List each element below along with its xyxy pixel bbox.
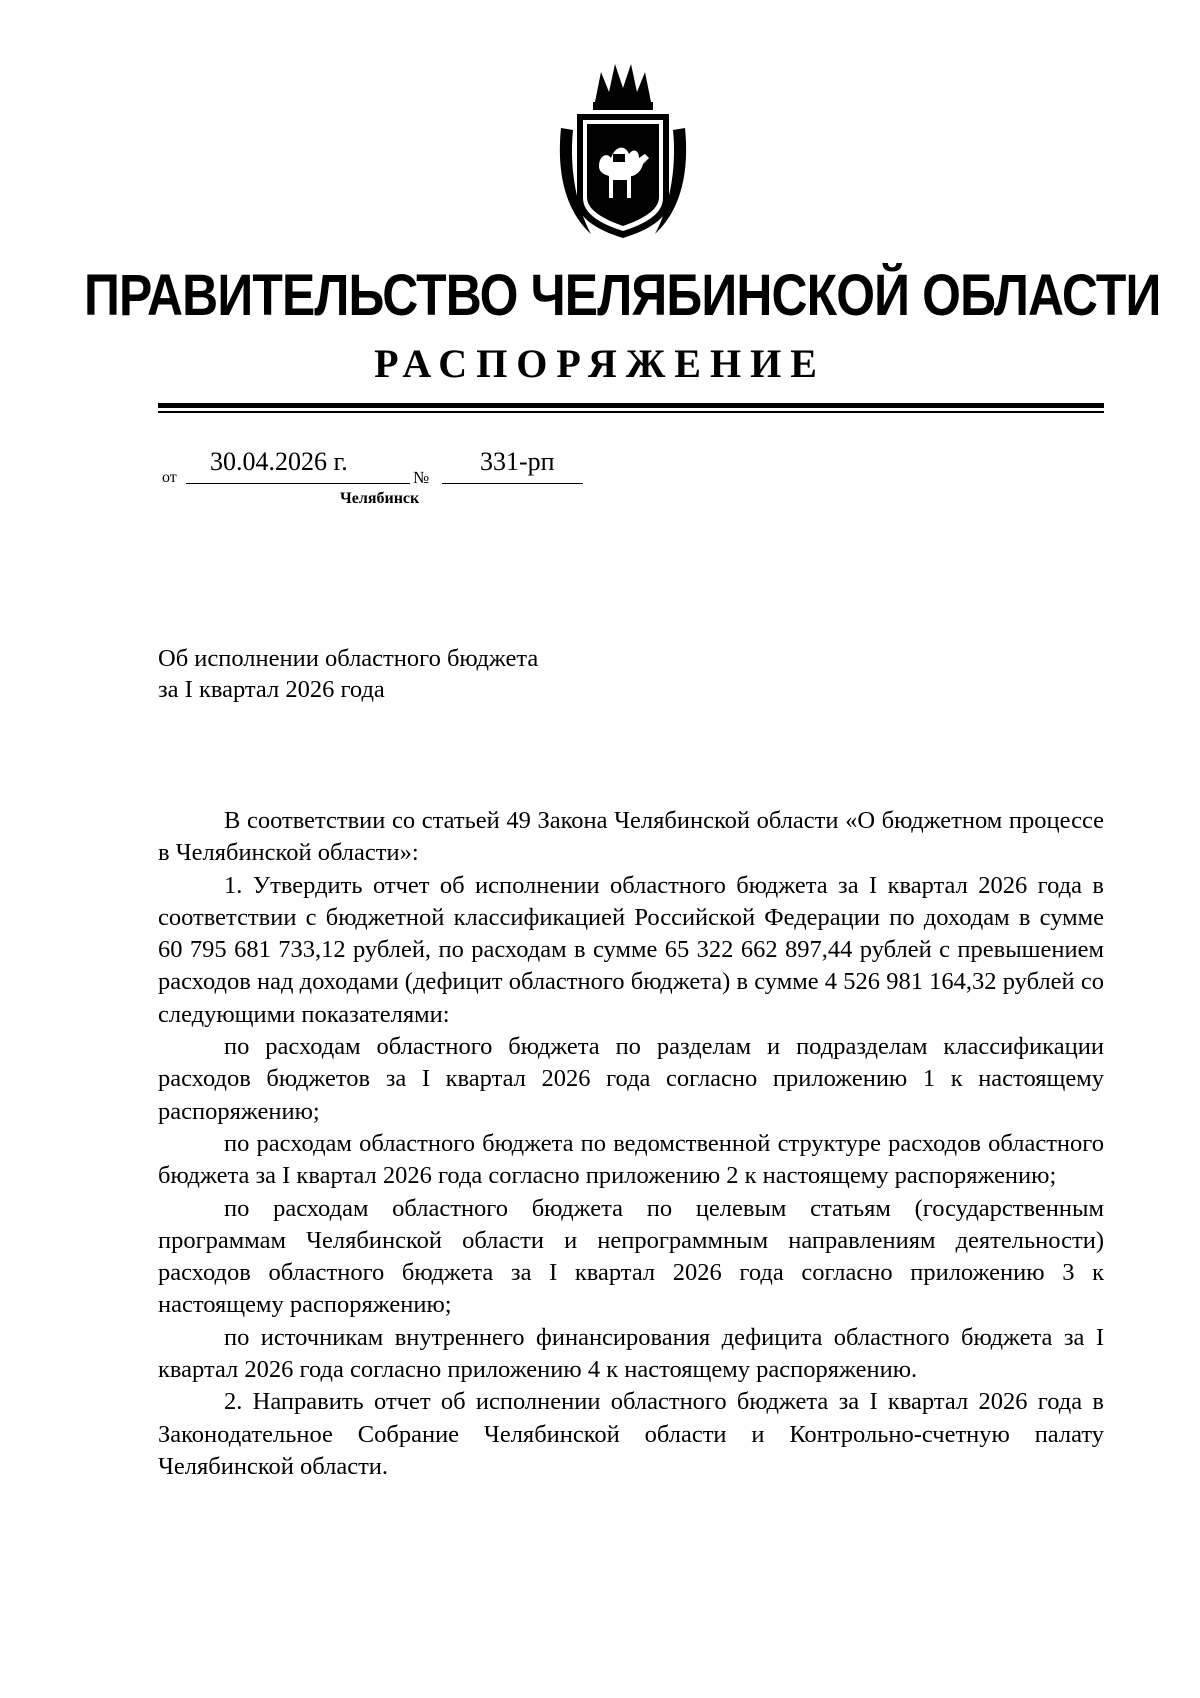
body-paragraph-appendix-3: по расходам областного бюджета по целевым статьям (государственным программам Челябинской области и непрограммным направлениям деятельности) расходов областного бюджета за I квартал 2026 года согласно приложению 3 к настоящему распоряжению;	[158, 1194, 1104, 1319]
body-paragraph-appendix-4: по источникам внутреннего финансирования дефицита областного бюджета за I квартал 2026 года согласно приложению 4 к настоящему распоряжению.	[158, 1323, 1104, 1384]
body-paragraph-appendix-1: по расходам областного бюджета по разделам и подразделам классификации расходов бюджетов за I квартал 2026 года согласно приложению 1 к настоящему распоряжению;	[158, 1033, 1104, 1125]
body-paragraph-2: 2. Направить отчет об исполнении областного бюджета за I квартал 2026 года в Законодательное Собрание Челябинской области и Контрольно-счетную палату Челябинской области.	[158, 1388, 1104, 1480]
document-type: РАСПОРЯЖЕНИЕ	[374, 341, 826, 386]
subject-line-2: за I квартал 2026 года	[158, 676, 385, 703]
body-paragraph-1: 1. Утвердить отчет об исполнении областного бюджета за I квартал 2026 года в соответствии с бюджетной классификацией Российской Федерации по доходам в сумме 60 795 681 733,12 рублей, по расходам в сумме 65 322 662 897,44 рублей с превышением расходов над доходами (дефицит областного бюджета) в сумме 4 526 981 164,32 рублей со следующими показателями:	[158, 871, 1104, 1028]
number-label: №	[413, 468, 430, 487]
document-date: 30.04.2026 г.	[210, 447, 348, 476]
number-underline	[442, 483, 583, 484]
body-paragraph-preamble: В соответствии со статьей 49 Закона Челябинской области «О бюджетном процессе в Челябинской области»:	[158, 807, 1104, 867]
government-name: ПРАВИТЕЛЬСТВО ЧЕЛЯБИНСКОЙ ОБЛАСТИ	[84, 263, 1161, 328]
document-number: 331-рп	[480, 447, 555, 476]
coat-of-arms-icon	[555, 58, 691, 244]
city-label: Челябинск	[340, 490, 420, 507]
subject-line-1: Об исполнении областного бюджета	[158, 645, 539, 672]
header-rule-thick	[158, 403, 1104, 408]
document-subject	[158, 643, 538, 705]
document-body	[158, 805, 1104, 1483]
from-label: от	[162, 469, 177, 486]
date-underline	[186, 483, 410, 484]
body-paragraph-appendix-2: по расходам областного бюджета по ведомственной структуре расходов областного бюджета за I квартал 2026 года согласно приложению 2 к настоящему распоряжению;	[158, 1129, 1104, 1190]
header-rule-thin	[158, 411, 1104, 413]
